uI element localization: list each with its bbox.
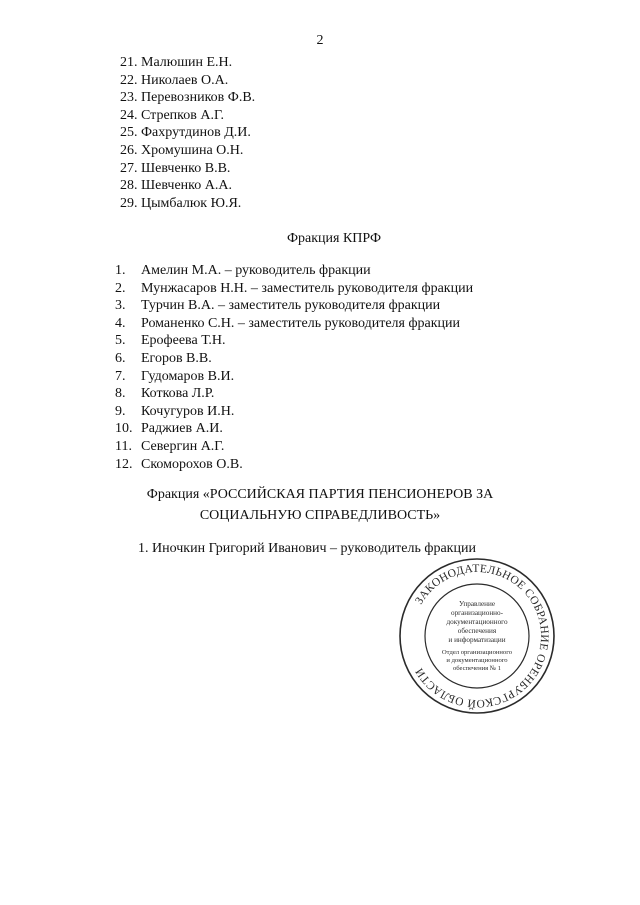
kprf-member-list [115, 262, 473, 473]
list-item: 26. Хромушина О.Н. [120, 142, 244, 158]
seal-bottom-line: обеспечения № 1 [452, 665, 502, 672]
list-item [115, 368, 473, 386]
list-item [115, 403, 473, 421]
list-item-number: 11. [115, 438, 132, 454]
official-seal-stamp [397, 556, 557, 716]
list-item: 1. Иночкин Григорий Иванович – руководитель фракции [138, 541, 476, 556]
list-item: 22. Николаев О.А. [120, 72, 229, 88]
seal-ring-textpath: ЗАКОНОДАТЕЛЬНОЕ СОБРАНИЕ ОРЕНБУРГСКОЙ ОБЛАСТИ [413, 562, 551, 710]
list-item-number: 1. [115, 263, 126, 278]
deputy-list-continued [120, 54, 255, 212]
list-item-number: 9. [115, 403, 126, 419]
pensioners-faction-heading [0, 484, 640, 526]
pensioners-member-list [138, 540, 476, 558]
list-item-number: 6. [115, 350, 126, 366]
seal-inner-line: организационно- [450, 609, 504, 617]
seal-bottom-line: и документационного [446, 657, 508, 664]
list-item-number: 8. [115, 386, 126, 402]
list-item: 21. Малюшин Е.Н. [120, 55, 233, 70]
list-item-number: 4. [115, 315, 126, 331]
list-item [115, 420, 473, 438]
list-item-text: Ерофеева Т.Н. [141, 333, 226, 349]
seal-bottom-line: Отдел организационного [441, 649, 513, 656]
heading-line: СОЦИАЛЬНУЮ СПРАВЕДЛИВОСТЬ» [199, 508, 441, 523]
list-item-number: 5. [115, 333, 126, 349]
page-number: 2 [316, 33, 324, 48]
seal-inner-line: Управление [458, 600, 496, 608]
list-item-text: Романенко С.Н. – заместитель руководителя фракции [141, 315, 461, 331]
list-item: 27. Шевченко В.В. [120, 160, 231, 176]
seal-inner-line: документационного [446, 618, 508, 626]
list-item-text: Раджиев А.И. [141, 421, 223, 437]
list-item: 29. Цымбалюк Ю.Я. [120, 195, 242, 211]
list-item-text: Кочугуров И.Н. [141, 403, 235, 419]
list-item-text: Егоров В.В. [141, 350, 212, 366]
list-item: 28. Шевченко А.А. [120, 178, 232, 194]
list-item-number: 2. [115, 280, 126, 296]
list-item [115, 280, 473, 298]
list-item-number: 10. [115, 421, 133, 437]
list-item [115, 350, 473, 368]
list-item-text: Коткова Л.Р. [141, 386, 215, 402]
list-item-number: 12. [115, 456, 133, 472]
list-item [115, 315, 473, 333]
list-item-text: Севергин А.Г. [141, 438, 225, 454]
list-item [115, 456, 473, 474]
list-item-number: 7. [115, 368, 126, 384]
list-item-text: Гудомаров В.И. [141, 368, 235, 384]
list-item: 25. Фахрутдинов Д.И. [120, 125, 251, 141]
seal-inner-line: обеспечения [457, 627, 497, 635]
list-item [115, 332, 473, 350]
kprf-faction-heading: Фракция КПРФ [286, 231, 382, 246]
list-item-text: Турчин В.А. – заместитель руководителя фракции [141, 298, 441, 314]
list-item-text: Скоморохов О.В. [141, 456, 243, 472]
list-item: 24. Стрепков А.Г. [120, 107, 224, 123]
list-item: 23. Перевозников Ф.В. [120, 90, 256, 106]
list-item-number: 3. [115, 298, 126, 314]
heading-line: Фракция «РОССИЙСКАЯ ПАРТИЯ ПЕНСИОНЕРОВ ЗА [146, 487, 494, 502]
list-item-text: Амелин М.А. – руководитель фракции [141, 263, 371, 278]
list-item [115, 262, 473, 280]
list-item [115, 438, 473, 456]
list-item [115, 385, 473, 403]
seal-inner-line: и информатизации [448, 636, 506, 644]
list-item-text: Мунжасаров Н.Н. – заместитель руководителя фракции [141, 280, 474, 296]
list-item [115, 297, 473, 315]
